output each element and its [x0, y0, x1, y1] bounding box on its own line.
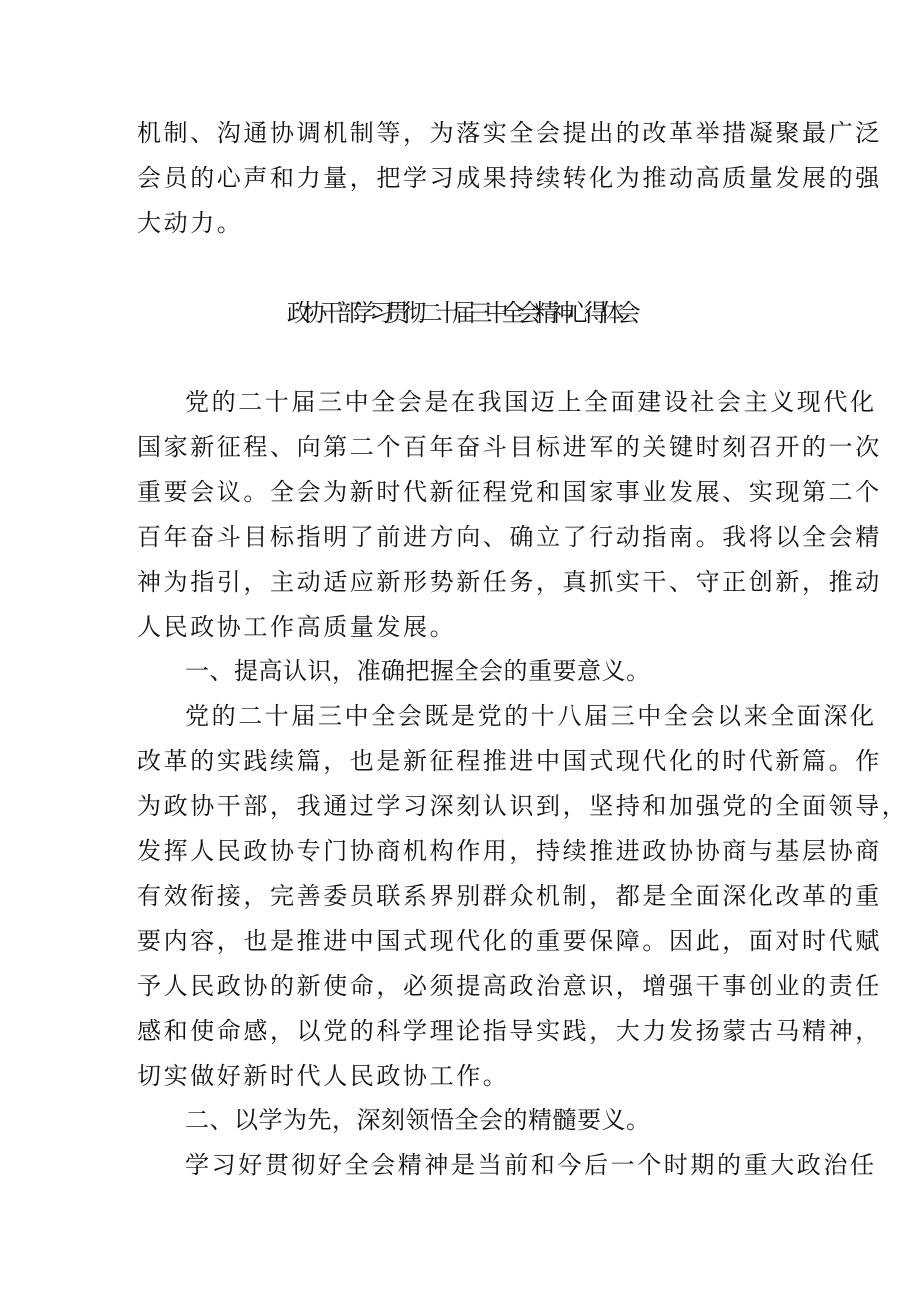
section-heading-1: 一、提高认识，准确把握全会的重要意义。: [185, 657, 651, 685]
intro-paragraph-line: 重要会议。全会为新时代新征程党和国家事业发展、实现第二个: [137, 478, 882, 506]
section-heading-2: 二、以学为先，深刻领悟全会的精髓要义。: [185, 1106, 651, 1134]
section1-paragraph-line: 要内容，也是推进中国式现代化的重要保障。因此，面对时代赋: [137, 927, 882, 955]
top-paragraph-line: 大动力。: [137, 209, 244, 237]
section1-paragraph-line: 予人民政协的新使命，必须提高政治意识，增强干事创业的责任: [137, 972, 882, 1000]
top-paragraph-line: 会员的心声和力量，把学习成果持续转化为推动高质量发展的强: [137, 164, 882, 192]
top-paragraph-line: 机制、沟通协调机制等，为落实全会提出的改革举措凝聚最广泛: [137, 119, 882, 147]
section1-paragraph-line: 有效衔接，完善委员联系界别群众机制，都是全面深化改革的重: [137, 882, 882, 910]
intro-paragraph-line: 人民政协工作高质量发展。: [137, 613, 457, 641]
section1-paragraph-line: 党的二十届三中全会既是党的十八届三中全会以来全面深化: [185, 702, 877, 730]
section1-paragraph-line: 切实做好新时代人民政协工作。: [137, 1062, 510, 1090]
section1-paragraph-line: 发挥人民政协专门协商机构作用，持续推进政协协商与基层协商: [137, 837, 882, 865]
intro-paragraph-line: 神为指引，主动适应新形势新任务，真抓实干、守正创新，推动: [137, 568, 882, 596]
section1-paragraph-line: 为政协干部，我通过学习深刻认识到，坚持和加强党的全面领导，: [137, 792, 909, 820]
intro-paragraph-line: 国家新征程、向第二个百年奋斗目标进军的关键时刻召开的一次: [137, 433, 882, 461]
section2-paragraph-line: 学习好贯彻好全会精神是当前和今后一个时期的重大政治任: [185, 1151, 877, 1179]
section1-paragraph-line: 改革的实践续篇，也是新征程推进中国式现代化的时代新篇。作: [137, 747, 882, 775]
document-title: 政协干部学习贯彻二十届三中全会精神心得体会: [286, 299, 634, 327]
intro-paragraph-line: 百年奋斗目标指明了前进方向、确立了行动指南。我将以全会精: [137, 523, 882, 551]
intro-paragraph-line: 党的二十届三中全会是在我国迈上全面建设社会主义现代化: [185, 388, 877, 416]
section1-paragraph-line: 感和使命感，以党的科学理论指导实践，大力发扬蒙古马精神，: [137, 1017, 882, 1045]
